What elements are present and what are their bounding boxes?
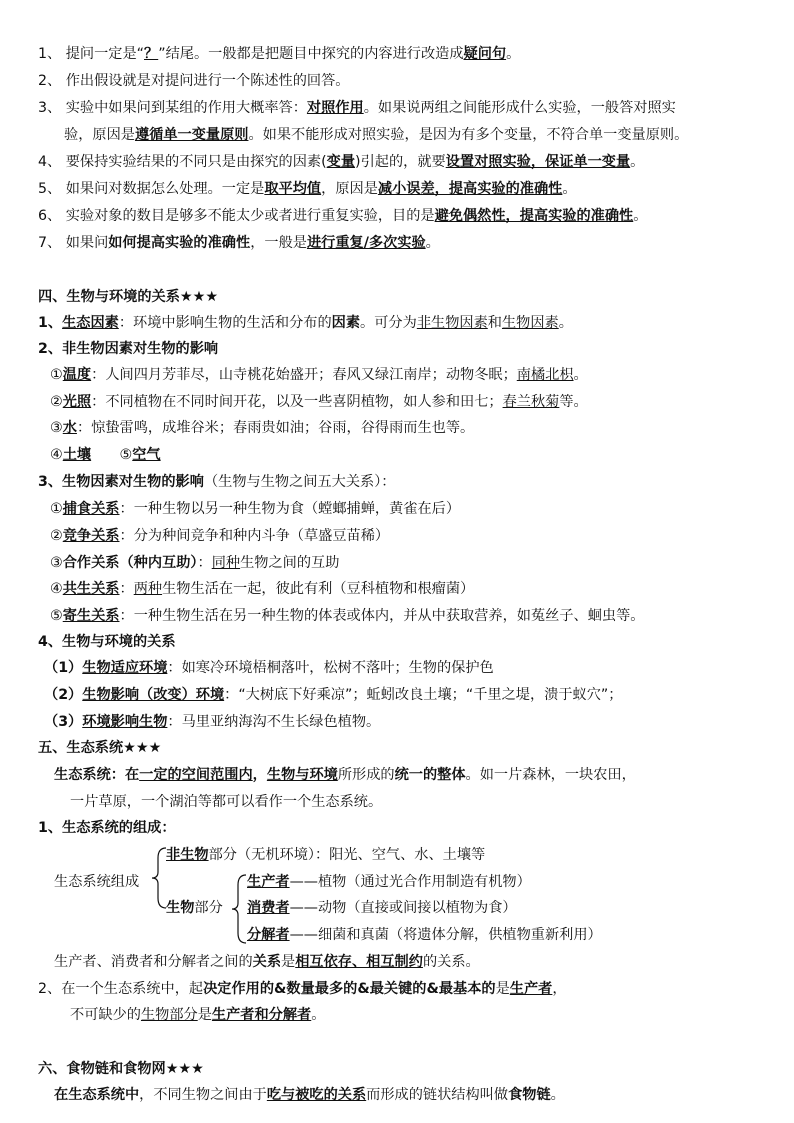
text-segment: 非生物 (166, 847, 209, 863)
text-segment: 生产者 (247, 874, 290, 890)
text-segment: 生物部分 (140, 1007, 198, 1023)
text-line-l26 (70, 792, 382, 812)
text-segment: 非生物因素 (416, 315, 488, 331)
text-segment: 生物因素 (501, 315, 559, 331)
text-line-l8 (38, 233, 440, 253)
text-segment: 。 (558, 315, 573, 331)
text-segment: ：一种生物生活在另一种生物的体表或体内，并从中获取营养，如菟丝子、蛔虫等。 (119, 608, 645, 624)
text-segment: 。如一片森林，一块农田， (465, 767, 636, 783)
text-line-l5 (38, 152, 644, 172)
text-segment: 环境影响生物 (82, 714, 168, 730)
text-segment: 取平均值 (264, 181, 322, 197)
text-segment: 对照作用 (306, 100, 364, 116)
text-segment: ④ (50, 447, 63, 463)
text-segment: ： (119, 581, 134, 597)
text-line-l28 (54, 952, 480, 972)
text-segment: 。 (573, 367, 588, 383)
text-segment: 分解者 (247, 927, 290, 943)
text-segment: ④ (50, 581, 63, 597)
text-segment: ——动物（直接或间接以植物为食） (289, 900, 517, 916)
text-segment: 1、 (38, 315, 63, 331)
text-segment: ，不同生物之间由于 (139, 1087, 267, 1103)
text-line-l30 (70, 1005, 325, 1025)
text-line-l6 (38, 179, 577, 199)
text-segment: 是 (495, 981, 510, 997)
text-line-l15 (38, 472, 395, 492)
text-line-l20 (50, 606, 644, 626)
text-segment: （3） (44, 714, 83, 730)
text-segment: 竞争关系 (62, 528, 120, 544)
text-line-l1 (38, 44, 520, 64)
text-segment: 不可缺少的 (70, 1007, 141, 1023)
text-segment: 两种 (133, 581, 163, 597)
text-segment: （生物与生物之间五大关系）： (203, 474, 396, 490)
text-line-l2 (38, 71, 349, 91)
text-line-l19 (50, 579, 474, 599)
text-segment: ， (552, 981, 567, 997)
text-segment: )引起的，就要 (355, 154, 446, 170)
text-segment: 2、非生物因素对生物的影响 (38, 341, 219, 357)
text-line-l13 (50, 418, 474, 438)
text-line-h6 (38, 1059, 204, 1079)
text-segment: 疑问句 (463, 46, 507, 62)
text-segment: 温度 (62, 367, 92, 383)
text-segment: 吃与被吃的关系 (266, 1087, 367, 1103)
composition-brace-inner (230, 873, 248, 945)
text-segment: 验，原因是 (64, 127, 135, 143)
text-segment: ： (197, 555, 212, 571)
text-segment: 和 (487, 315, 502, 331)
text-segment: 而形成的链状结构叫做 (366, 1087, 509, 1103)
text-segment: 5、 如果问对数据怎么处理。一定是 (38, 181, 265, 197)
text-segment: （2） (44, 687, 83, 703)
text-segment: 捕食关系 (62, 501, 120, 517)
text-segment: 1、 提问一定是“ (38, 46, 145, 62)
text-segment: ② (50, 394, 63, 410)
text-segment: 南橘北枳 (516, 367, 574, 383)
text-line-l18 (50, 553, 339, 573)
text-line-l17 (50, 526, 389, 546)
text-segment: 水 (62, 420, 77, 436)
text-segment: 。如果不能形成对照实验，是因为有多个变量，不符合单一变量原则。 (248, 127, 689, 143)
text-segment: 六、食物链和食物网★★★ (38, 1061, 204, 1077)
text-segment: 4、生物与环境的关系 (38, 634, 176, 650)
text-segment: 在 (124, 767, 140, 783)
text-line-l9 (38, 313, 573, 333)
text-segment: 生态系统组成 (54, 874, 140, 890)
text-segment: ⑤ (91, 447, 133, 463)
text-line-l14 (50, 445, 161, 465)
text-segment: ⑤ (50, 608, 63, 624)
text-segment: （1） (44, 660, 83, 676)
text-segment: 。 (506, 46, 521, 62)
text-segment: 决定作用的&数量最多的&最关键的&最基本的 (203, 981, 496, 997)
text-segment: ：马里亚纳海沟不生长绿色植物。 (167, 714, 381, 730)
text-segment: ：分为种间竞争和种内斗争（草盛豆苗稀） (119, 528, 390, 544)
text-line-t5 (247, 925, 602, 945)
text-segment: ， (252, 767, 267, 783)
text-line-l4 (64, 125, 688, 145)
text-segment: 在生态系统中 (54, 1087, 140, 1103)
text-line-l3 (38, 98, 676, 118)
text-line-l22 (44, 658, 494, 678)
text-segment: ：环境中影响生物的生活和分布的 (118, 315, 332, 331)
text-segment: 。 (425, 235, 440, 251)
text-segment: 2、在一个生态系统中，起 (38, 981, 204, 997)
text-segment: 2、 作出假设就是对提问进行一个陈述性的回答。 (38, 73, 350, 89)
text-segment: 。 (550, 1087, 565, 1103)
text-line-l23 (44, 685, 622, 705)
text-segment: 春兰秋菊 (502, 394, 560, 410)
text-segment: 设置对照实验，保证单一变量 (445, 154, 631, 170)
text-segment: ”结尾。一般都是把题目中探究的内容进行改造成 (158, 46, 464, 62)
text-segment: 部分（无机环境）：阳光、空气、水、土壤等 (208, 847, 486, 863)
text-segment: ：惊蛰雷鸣，成堆谷米；春雨贵如油；谷雨，谷得雨而生也等。 (76, 420, 475, 436)
text-segment: 。 (311, 1007, 326, 1023)
text-segment: 是 (281, 954, 296, 970)
text-segment: 。如果说两组之间能形成什么实验，一般答对照实 (363, 100, 676, 116)
text-segment: 生产者、消费者和分解者之间的 (54, 954, 253, 970)
text-segment: 一片草原，一个湖泊等都可以看作一个生态系统。 (70, 794, 383, 810)
text-segment: 生物适应环境 (82, 660, 168, 676)
text-segment: ，一般是 (250, 235, 307, 251)
text-segment: ：一种生物以另一种生物为食（螳螂捕蝉，黄雀在后） (119, 501, 461, 517)
text-segment: 食物链 (508, 1087, 551, 1103)
text-segment: 7、 如果问 (38, 235, 109, 251)
text-line-l21 (38, 632, 176, 652)
text-line-h4 (38, 287, 218, 307)
text-segment: 生态因素 (62, 315, 119, 331)
text-segment: 如何提高实验的准确性 (108, 235, 251, 251)
text-line-l25 (54, 765, 636, 785)
text-segment: 一定的空间范围内 (139, 767, 253, 783)
text-segment: 是 (197, 1007, 212, 1023)
text-segment: 相互依存、相互制约 (295, 954, 423, 970)
text-segment: ——细菌和真菌（将遗体分解，供植物重新利用） (289, 927, 602, 943)
text-segment: 。可分为 (360, 315, 417, 331)
text-segment: ③ (50, 555, 63, 571)
text-segment: ：人间四月芳菲尽，山寺桃花始盛开；春风又绿江南岸；动物冬眠； (91, 367, 517, 383)
text-segment: 。 (633, 208, 648, 224)
text-line-l27 (38, 818, 176, 838)
text-segment: 生物 (166, 900, 195, 916)
text-segment: ③ (50, 420, 63, 436)
text-segment: 1、生态系统的组成： (38, 820, 176, 836)
text-segment: 消费者 (247, 900, 290, 916)
text-segment: 因素 (331, 315, 361, 331)
text-segment: 生产者和分解者 (211, 1007, 312, 1023)
text-line-l31 (54, 1085, 565, 1105)
text-segment: 的关系。 (422, 954, 480, 970)
text-segment: 生物与环境 (266, 767, 338, 783)
text-segment: 统一的整体 (394, 767, 466, 783)
text-line-l16 (50, 499, 460, 519)
text-segment: 6、 实验对象的数目是够多不能太少或者进行重复实验，目的是 (38, 208, 435, 224)
text-segment: 。 (630, 154, 645, 170)
text-segment: 3、 实验中如果问到某组的作用大概率答： (38, 100, 307, 116)
text-line-t4 (247, 898, 517, 918)
text-segment: 3、生物因素对生物的影响 (38, 474, 204, 490)
text-segment: 4、 要保持实验结果的不同只是由探究的因素( (38, 154, 327, 170)
text-segment: ：“大树底下好乘凉”；蚯蚓改良土壤；“千里之堤，溃于蚁穴”； (224, 687, 623, 703)
text-segment: 生物之间的互助 (240, 555, 340, 571)
text-line-l7 (38, 206, 647, 226)
text-line-t1 (166, 845, 485, 865)
text-segment: 。 (562, 181, 577, 197)
text-segment: 生产者 (509, 981, 553, 997)
text-line-l10 (38, 339, 218, 359)
text-segment: 避免偶然性，提高实验的准确性 (434, 208, 634, 224)
text-segment: ？ (144, 46, 159, 62)
text-segment: 部分 (194, 900, 223, 916)
text-segment: 生态系统： (54, 767, 125, 783)
text-segment: 变量 (326, 154, 356, 170)
text-segment: 所形成的 (337, 767, 395, 783)
text-segment: ：如寒冷环境梧桐落叶，松树不落叶；生物的保护色 (167, 660, 494, 676)
text-segment: 关系 (252, 954, 282, 970)
text-line-l11 (50, 365, 588, 385)
text-segment: 生物影响（改变）环境 (82, 687, 225, 703)
text-segment: ——植物（通过光合作用制造有机物） (289, 874, 531, 890)
text-segment: 生物生活在一起，彼此有利（豆科植物和根瘤菌） (162, 581, 475, 597)
text-line-l12 (50, 392, 588, 412)
text-segment: 空气 (132, 447, 161, 463)
text-segment: 五、生态系统★★★ (38, 740, 162, 756)
text-segment: 进行重复/多次实验 (306, 235, 426, 251)
text-segment: ① (50, 367, 63, 383)
text-segment: 减小误差，提高实验的准确性 (377, 181, 563, 197)
text-line-t0 (54, 872, 139, 892)
text-line-t2 (247, 872, 531, 892)
text-segment: ：不同植物在不同时间开花，以及一些喜阴植物，如人参和田七； (91, 394, 503, 410)
text-line-h5 (38, 738, 161, 758)
text-segment: 寄生关系 (62, 608, 120, 624)
text-segment: 土壤 (62, 447, 92, 463)
text-segment: 等。 (559, 394, 588, 410)
text-segment: 遵循单一变量原则 (134, 127, 249, 143)
text-segment: ，原因是 (321, 181, 378, 197)
text-line-l24 (44, 712, 380, 732)
text-segment: ① (50, 501, 63, 517)
text-segment: 光照 (62, 394, 92, 410)
text-segment: ② (50, 528, 63, 544)
text-segment: 四、生物与环境的关系★★★ (38, 289, 219, 305)
text-line-t3 (166, 898, 223, 918)
text-segment: 同种 (211, 555, 241, 571)
text-segment: 合作关系（种内互助） (62, 555, 198, 571)
text-segment: 共生关系 (62, 581, 120, 597)
text-line-l29 (38, 979, 567, 999)
